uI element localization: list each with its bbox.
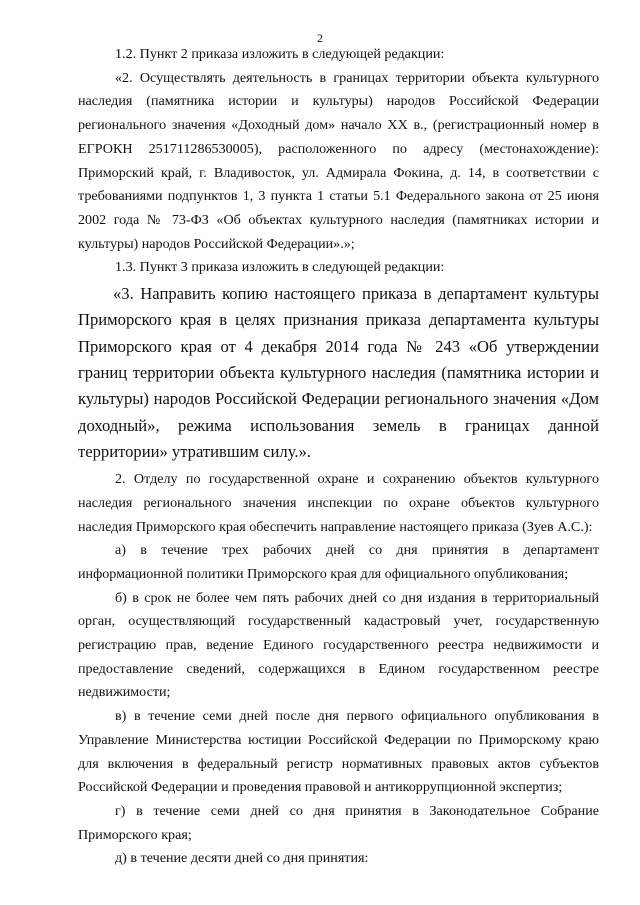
paragraph-1-2: 1.2. Пункт 2 приказа изложить в следующей редакции:	[115, 46, 445, 62]
paragraph-2v: в) в течение семи дней после дня первого официального опубликования в Управление Министерства юстиции Российской Федерации по Приморскому краю для включения в федеральный регистр нормативных правовых актов субъектов Российской Федерации и проведения правовой и антикоррупционной экспертиз;	[78, 708, 599, 796]
paragraph-2d: д) в течение десяти дней со дня принятия:	[115, 850, 369, 867]
page-number: 2	[317, 31, 323, 45]
paragraph-2a: а) в течение трех рабочих дней со дня принятия в департамент информационной политики Приморского края для официального опубликования;	[78, 542, 599, 582]
paragraph-1-3: 1.3. Пункт 3 приказа изложить в следующей редакции:	[115, 259, 445, 276]
paragraph-2g: г) в течение семи дней со дня принятия в Законодательное Собрание Приморского края;	[78, 802, 599, 843]
document-body	[78, 43, 599, 871]
paragraph-2: 2. Отделу по государственной охране и сохранению объектов культурного наследия регионального значения инспекции по охране объектов культурного наследия Приморского края обеспечить направление настоящего приказа (Зуев А.С.):	[78, 471, 599, 535]
paragraph-item-3-text: «3. Направить копию настоящего приказа в департамент культуры Приморского края в целях признания приказа департамента культуры Приморского края от 4 декабря 2014 года № 243 «Об утверждении границ территории объекта культурного наследия (памятника истории и культуры) народов Российской Федерации регионального значения «Дом доходный», режима использования земель в границах данной территории» утратившим силу.».	[78, 284, 599, 461]
paragraph-item-2-text: «2. Осуществлять деятельность в границах территории объекта культурного наследия (памятника истории и культуры) народов Российской Федерации регионального значения «Доходный дом» начало XX в., (регистрационный номер в ЕГРОКН 251711286530005), расположенного по адресу (местонахождение): Приморский край, г. Владивосток, ул. Адмирала Фокина, д. 14, в соответствии с требованиями подпунктов 1, 3 пункта 1 статьи 5.1 Федерального закона от 25 июня 2002 года № 73-ФЗ «Об объектах культурного наследия (памятниках истории и культуры) народов Российской Федерации».»;	[78, 69, 599, 252]
paragraph-2b: б) в срок не более чем пять рабочих дней со дня издания в территориальный орган, осуществляющий государственный кадастровый учет, государственную регистрацию прав, ведение Единого государственного реестра недвижимости и предоставление сведений, содержащихся в Едином государственном реестре недвижимости;	[78, 589, 599, 701]
